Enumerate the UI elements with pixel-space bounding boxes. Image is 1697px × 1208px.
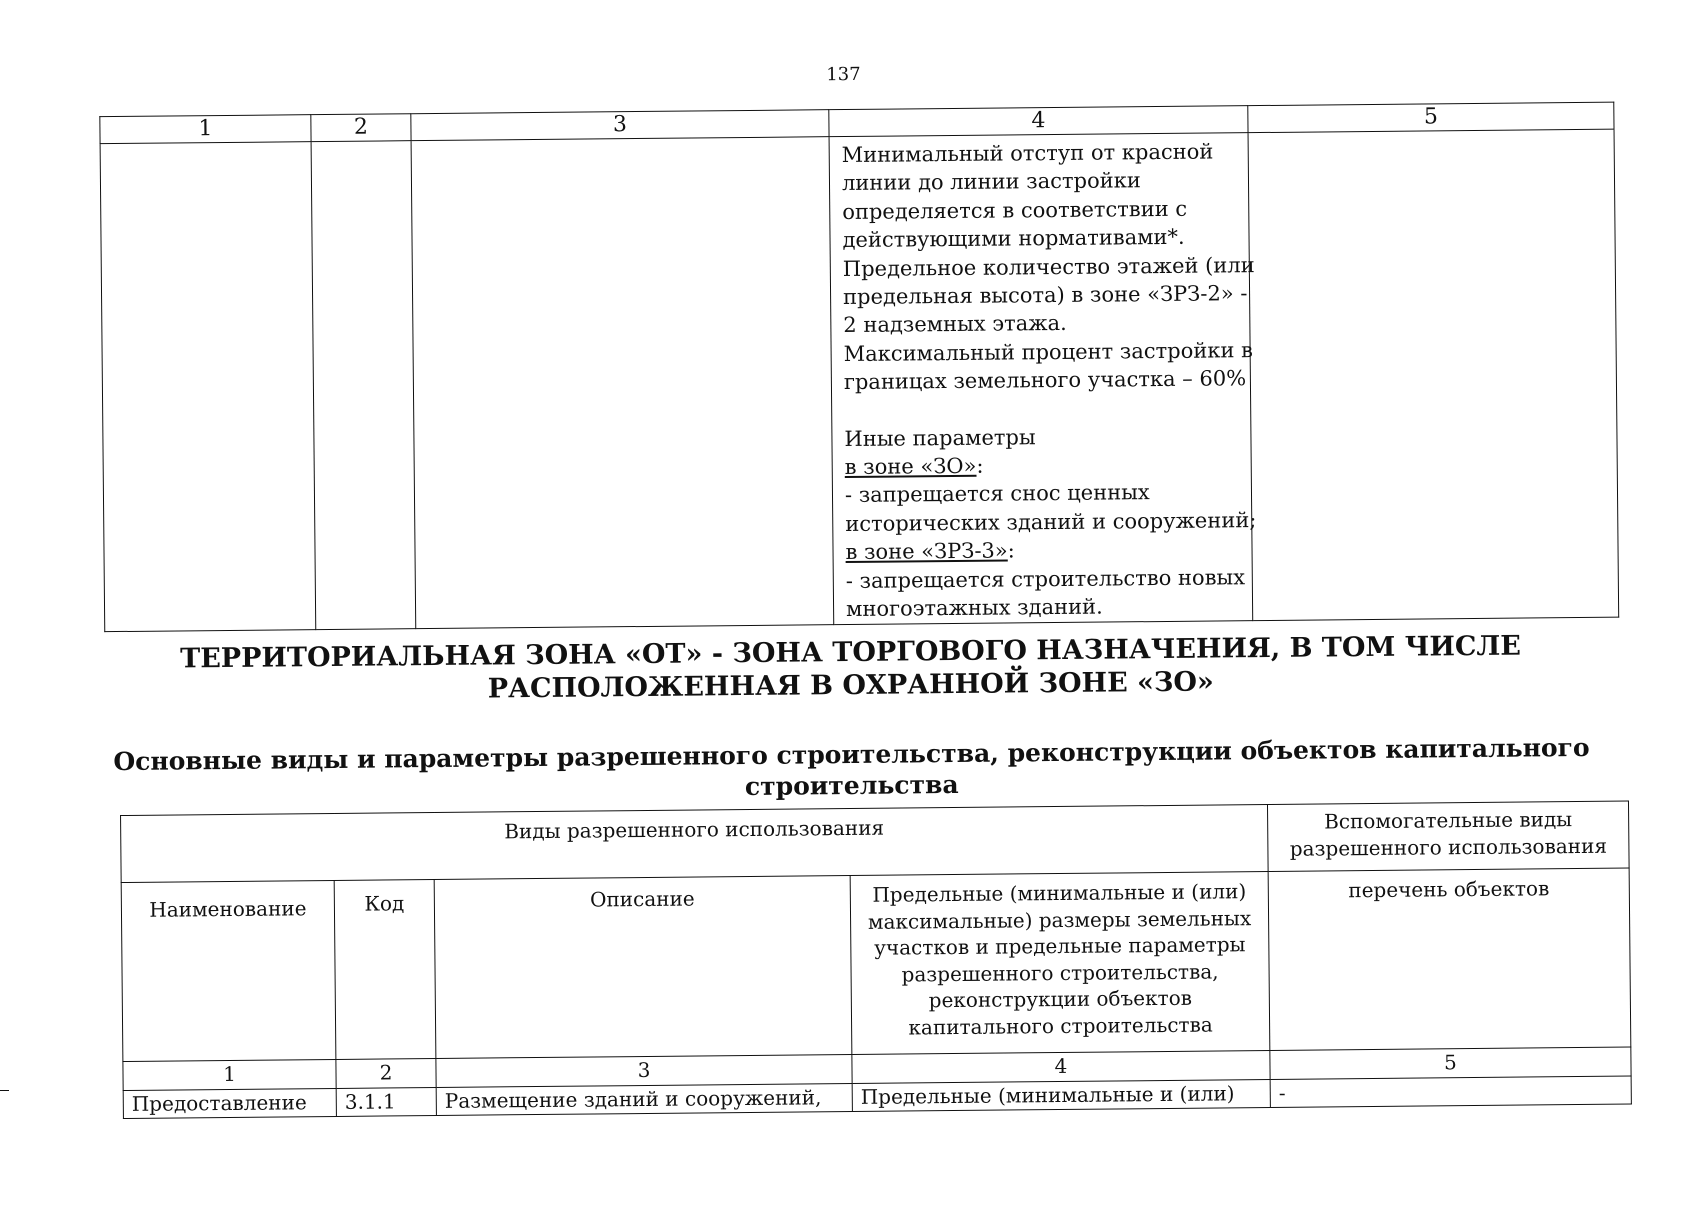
col-number-5: 5 (1248, 102, 1614, 133)
group-header: Виды разрешенного использования (121, 805, 1269, 883)
column-header-row (121, 868, 1631, 1061)
section-subtitle (101, 732, 1602, 808)
blank-line (844, 393, 1244, 425)
col-number-3: 3 (411, 110, 829, 141)
parameters-line (846, 563, 1246, 595)
parameters-line (845, 478, 1245, 510)
line-text: границах земельного участка – 60% (843, 366, 1247, 395)
line-suffix: : (976, 453, 984, 478)
parameters-line (843, 308, 1243, 340)
cell-description (411, 137, 834, 628)
header-objects: перечень объектов (1268, 868, 1631, 1050)
line-text: действующими нормативами*. (842, 224, 1185, 253)
parameters-line (845, 534, 1245, 566)
line-text: исторических зданий и сооружений; (845, 507, 1257, 536)
cell-description: Размещение зданий и сооружений, (436, 1084, 852, 1115)
parameters-text (830, 133, 1257, 623)
cell-objects: - (1270, 1076, 1631, 1107)
cell-objects (1248, 129, 1619, 620)
zone-title-line2: РАСПОЛОЖЕННАЯ В ОХРАННОЙ ЗОНЕ «ЗО» (487, 666, 1214, 705)
line-text: многоэтажных зданий. (845, 594, 1103, 622)
cell-parameters: Предельные (минимальные и (или) (852, 1079, 1270, 1111)
parameters-line (845, 506, 1257, 538)
col-number-1: 1 (123, 1059, 336, 1090)
header-description: Описание (434, 876, 852, 1059)
page-number: 137 (826, 63, 861, 86)
margin-mark (0, 1090, 9, 1091)
line-text: определяется в соответствии с (842, 196, 1188, 224)
parameters-line (845, 449, 1245, 481)
cell-name (100, 142, 316, 632)
parameters-line (844, 421, 1244, 453)
parameters-line (843, 336, 1254, 368)
col-number-4: 4 (829, 106, 1248, 137)
line-text: предельная высота) в зоне «ЗРЗ-2» - (842, 281, 1248, 310)
line-text: Максимальный процент застройки в (843, 337, 1254, 366)
parameters-line (842, 222, 1242, 254)
zone-label: в зоне «ЗО» (844, 453, 977, 480)
parameters-line (842, 137, 1242, 169)
line-text: Иные параметры (844, 424, 1036, 451)
aux-header: Вспомогательные виды разрешенного использования (1267, 801, 1629, 871)
table-row (100, 129, 1619, 631)
col-number-1: 1 (100, 115, 311, 144)
header-code: Код (334, 880, 436, 1060)
cell-code: 3.1.1 (336, 1087, 436, 1115)
line-text: - запрещается снос ценных (844, 480, 1150, 508)
cell-parameters (829, 133, 1257, 624)
col-number-5: 5 (1270, 1047, 1631, 1079)
line-text: - запрещается строительство новых (845, 564, 1246, 593)
col-number-3: 3 (436, 1055, 852, 1088)
cell-name: Предоставление (123, 1088, 336, 1118)
parameters-line (843, 364, 1247, 396)
header-name: Наименование (121, 880, 336, 1061)
section-subtitle-line1: Основные виды и параметры разрешенного строительства, реконструкции объектов капитального (113, 732, 1590, 777)
zone-title-line1: ТЕРРИТОРИАЛЬНАЯ ЗОНА «ОТ» - ЗОНА ТОРГОВОГО НАЗНАЧЕНИЯ, В ТОМ ЧИСЛЕ (179, 630, 1521, 675)
parameters-line (842, 166, 1242, 198)
line-text: линии до линии застройки (841, 168, 1141, 196)
continued-table (99, 102, 1619, 632)
header-parameters: Предельные (минимальные и (или) максимальные) размеры земельных участков и предельные параметры разрешенного строительства, реконструкции объектов капитального строительства (850, 871, 1270, 1054)
col-number-2: 2 (336, 1058, 436, 1088)
line-text: Минимальный отступ от красной (841, 139, 1214, 168)
parameters-line (842, 251, 1255, 283)
line-text: Предельное количество этажей (или (842, 252, 1255, 281)
line-suffix: : (1007, 538, 1015, 563)
parameters-line (842, 194, 1242, 226)
line-text: 2 надземных этажа. (843, 311, 1067, 338)
col-number-4: 4 (852, 1050, 1270, 1083)
parameters-line (842, 279, 1248, 311)
parameters-line (846, 591, 1246, 623)
col-number-2: 2 (311, 114, 411, 142)
section-subtitle-line2: строительства (744, 769, 959, 802)
permitted-use-table (120, 801, 1632, 1119)
cell-code (311, 141, 416, 629)
zone-title (100, 629, 1601, 709)
zone-label: в зоне «ЗРЗ-3» (845, 538, 1008, 565)
